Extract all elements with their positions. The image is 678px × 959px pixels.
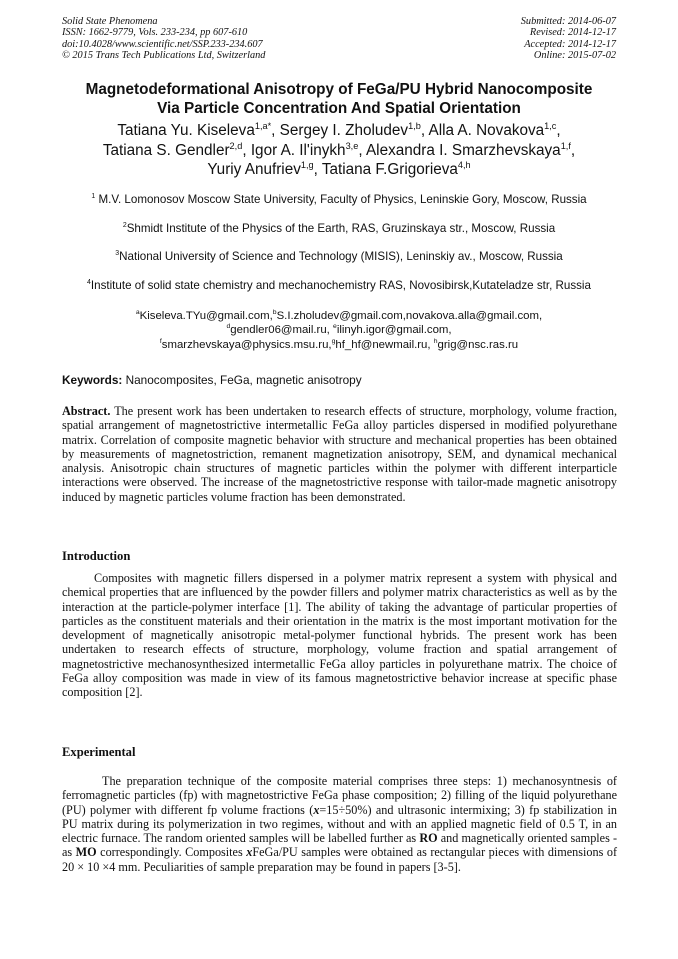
copyright-line: © 2015 Trans Tech Publications Ltd, Switzerland — [62, 50, 266, 62]
abstract — [62, 404, 617, 504]
label-mo: MO — [75, 845, 97, 860]
email-link[interactable]: Kiseleva.TYu@gmail.com, — [139, 310, 273, 322]
variable-x: x — [313, 802, 320, 817]
issn-line: ISSN: 1662-9779, Vols. 233-234, pp 607-610 — [62, 27, 248, 39]
affiliation-3 — [30, 250, 648, 264]
variable-x: x — [246, 845, 253, 860]
email-link[interactable]: hf_hf@newmail.ru, — [335, 338, 434, 351]
introduction-paragraph: Composites with magnetic fillers dispersed in a polymer matrix represent a system with physical and chemical properties that are influenced by the powder fillers and polymer matrix characteristics as well as by the interaction at the particle-polymer interface [1]. The ability of taking the advantage of particular properties of particles as the constituent materials and their orientation in the matrix is the most important motivation for the development of magnetically anisotropic metal-polymer functional hybrids. The present work has been undertaken to research effects of structure, morphology, volume fraction and spatial arrangement of magnetostrictive mechanosynthesized intermetallic FeGa alloy particles in polyurethane matrix. The choice of FeGa alloy composition was made in view of its famous magnetostrictive behavior increase at specific phase composition [2]. — [62, 571, 617, 700]
online-date: Online: 2015-07-02 — [533, 50, 616, 62]
paper-title — [40, 80, 638, 118]
author-sep: , — [313, 161, 322, 178]
experimental-text: =15÷50%) and ultrasonic intermixing; 3) fp stabilization in PU matrix during its polymerization in two regimes, without and with an applied magnetic field of 0.5 T, in an electric furnace. The random oriented samples will be labelled further as — [62, 802, 617, 846]
journal-info — [62, 16, 265, 62]
author-sep: , — [271, 122, 280, 139]
submitted-date: Submitted: 2014-06-07 — [520, 16, 616, 27]
email-mark: b — [272, 309, 277, 317]
email-link[interactable]: smarzhevskaya@physics.msu.ru, — [161, 338, 332, 351]
affiliation-text: National University of Science and Technology (MISIS), Leninskiy av., Moscow, Russia — [119, 250, 563, 263]
author-sep: , — [358, 141, 366, 159]
email-line-1 — [30, 309, 648, 323]
author-name: Sergey I. Zholudev — [279, 122, 409, 139]
publication-dates — [521, 16, 616, 62]
experimental-text: and magnetically oriented samples - as — [62, 831, 618, 860]
author-sep: , — [556, 122, 561, 139]
email-link[interactable]: S.I.zholudev@gmail.com,novakova.alla@gmail.com, — [276, 310, 543, 322]
affiliation-number: 3 — [115, 250, 120, 258]
experimental-text: The preparation technique of the composite material comprises three steps: 1) mechanosyntnesis of ferromagnetic particles (fp) with magnetostrictive FeGa phase composition; 2) filling of the liquid polyurethane (PU) polymer with different fp volume fractions ( — [62, 774, 617, 817]
email-link[interactable]: gendler06@mail.ru, — [230, 324, 333, 337]
author-sep: , — [420, 122, 429, 139]
label-ro: RO — [419, 831, 438, 846]
author-line-2 — [30, 141, 648, 161]
email-mark: f — [159, 337, 162, 345]
keywords — [62, 373, 617, 387]
affiliation-4 — [30, 279, 648, 293]
experimental-text: correspondingly. Composites — [96, 845, 247, 860]
author-name: Tatiana Yu. Kiseleva — [117, 122, 255, 139]
email-mark: g — [331, 337, 336, 345]
doi-line: doi:10.4028/www.scientific.net/SSP.233-234.607 — [62, 38, 263, 50]
affiliation-2 — [30, 222, 648, 236]
author-sep: , — [242, 141, 251, 159]
revised-date: Revised: 2014-12-17 — [529, 27, 616, 39]
email-link[interactable]: ilinyh.igor@gmail.com, — [336, 324, 452, 337]
author-affil: 1,g — [300, 159, 314, 170]
keywords-text: Nanocomposites, FeGa, magnetic anisotropy — [122, 373, 362, 387]
author-affil: 1,f — [560, 140, 571, 151]
email-line-3 — [30, 338, 648, 352]
author-name: Tatiana F.Grigorieva — [321, 161, 458, 178]
affiliation-number: 4 — [87, 279, 91, 287]
author-emails — [30, 309, 648, 352]
author-affil: 1,c — [544, 120, 557, 131]
affiliation-text: Institute of solid state chemistry and mechanochemistry RAS, Novosibirsk,Kutateladze str, Russia — [90, 279, 591, 292]
author-affil: 1,a* — [254, 120, 272, 131]
email-mark: d — [226, 323, 231, 331]
abstract-label: Abstract. — [62, 404, 111, 418]
author-affil: 1,b — [408, 120, 421, 131]
author-name: Yuriy Anufriev — [207, 161, 301, 178]
abstract-text: The present work has been undertaken to research effects of structure, morphology, volume fraction, spatial arrangement of magnetostrictive intermetallic FeGa alloy particles dispersed in modified polyurethane matrix. Correlation of composite magnetic behavior with structure and mechanical properties has been obtained by measurements of magnetostriction, remanent magnetization anisotropy, SEM, and dynamical mechanical analysis. Anisotropic chain structures of magnetic particles within the polymer with different interparticle interactions were observed. The increase of the magnetostrictive response with tailor-made magnetic anisotropy induced by magnetic particles volume fraction has been demonstrated. — [62, 404, 617, 504]
section-heading-introduction: Introduction — [62, 549, 131, 563]
affiliation-1 — [30, 193, 648, 207]
author-sep: , — [570, 141, 576, 159]
author-line-3 — [30, 160, 648, 180]
email-line-2 — [30, 323, 648, 337]
journal-name: Solid State Phenomena — [62, 16, 158, 27]
email-link[interactable]: grig@nsc.ras.ru — [437, 338, 519, 351]
accepted-date: Accepted: 2014-12-17 — [524, 38, 616, 50]
email-mark: e — [333, 323, 337, 331]
affiliation-number: 1 — [91, 193, 96, 201]
author-name: Alexandra I. Smarzhevskaya — [365, 141, 561, 159]
author-name: Alla A. Novakova — [428, 122, 545, 139]
title-line-2: Via Particle Concentration And Spatial Orientation — [157, 100, 521, 117]
author-line-1 — [30, 121, 648, 141]
experimental-text: FeGa/PU samples were obtained as rectangular pieces with dimensions of 20 × 10 ×4 mm. Peculiarities of sample preparation may be found in papers [3-5]. — [62, 845, 618, 874]
author-list — [30, 121, 648, 180]
title-line-1: Magnetodeformational Anisotropy of FeGa/PU Hybrid Nanocomposite — [85, 81, 593, 98]
section-heading-experimental: Experimental — [62, 745, 136, 759]
affiliation-text: Shmidt Institute of the Physics of the Earth, RAS, Gruzinskaya str., Moscow, Russia — [126, 222, 556, 235]
author-affil: 4,h — [457, 159, 471, 170]
author-name: Igor A. Il'inykh — [250, 141, 346, 159]
author-affil: 2,d — [229, 140, 243, 151]
affiliation-text: M.V. Lomonosov Moscow State University, Faculty of Physics, Leninskie Gory, Moscow, Russia — [95, 193, 587, 206]
author-affil: 3,e — [345, 140, 359, 151]
affiliation-number: 2 — [122, 222, 127, 230]
author-name: Tatiana S. Gendler — [102, 141, 230, 159]
keywords-label: Keywords: — [62, 373, 123, 387]
email-mark: h — [433, 337, 438, 345]
email-mark: a — [135, 309, 140, 317]
experimental-paragraph — [62, 774, 617, 874]
